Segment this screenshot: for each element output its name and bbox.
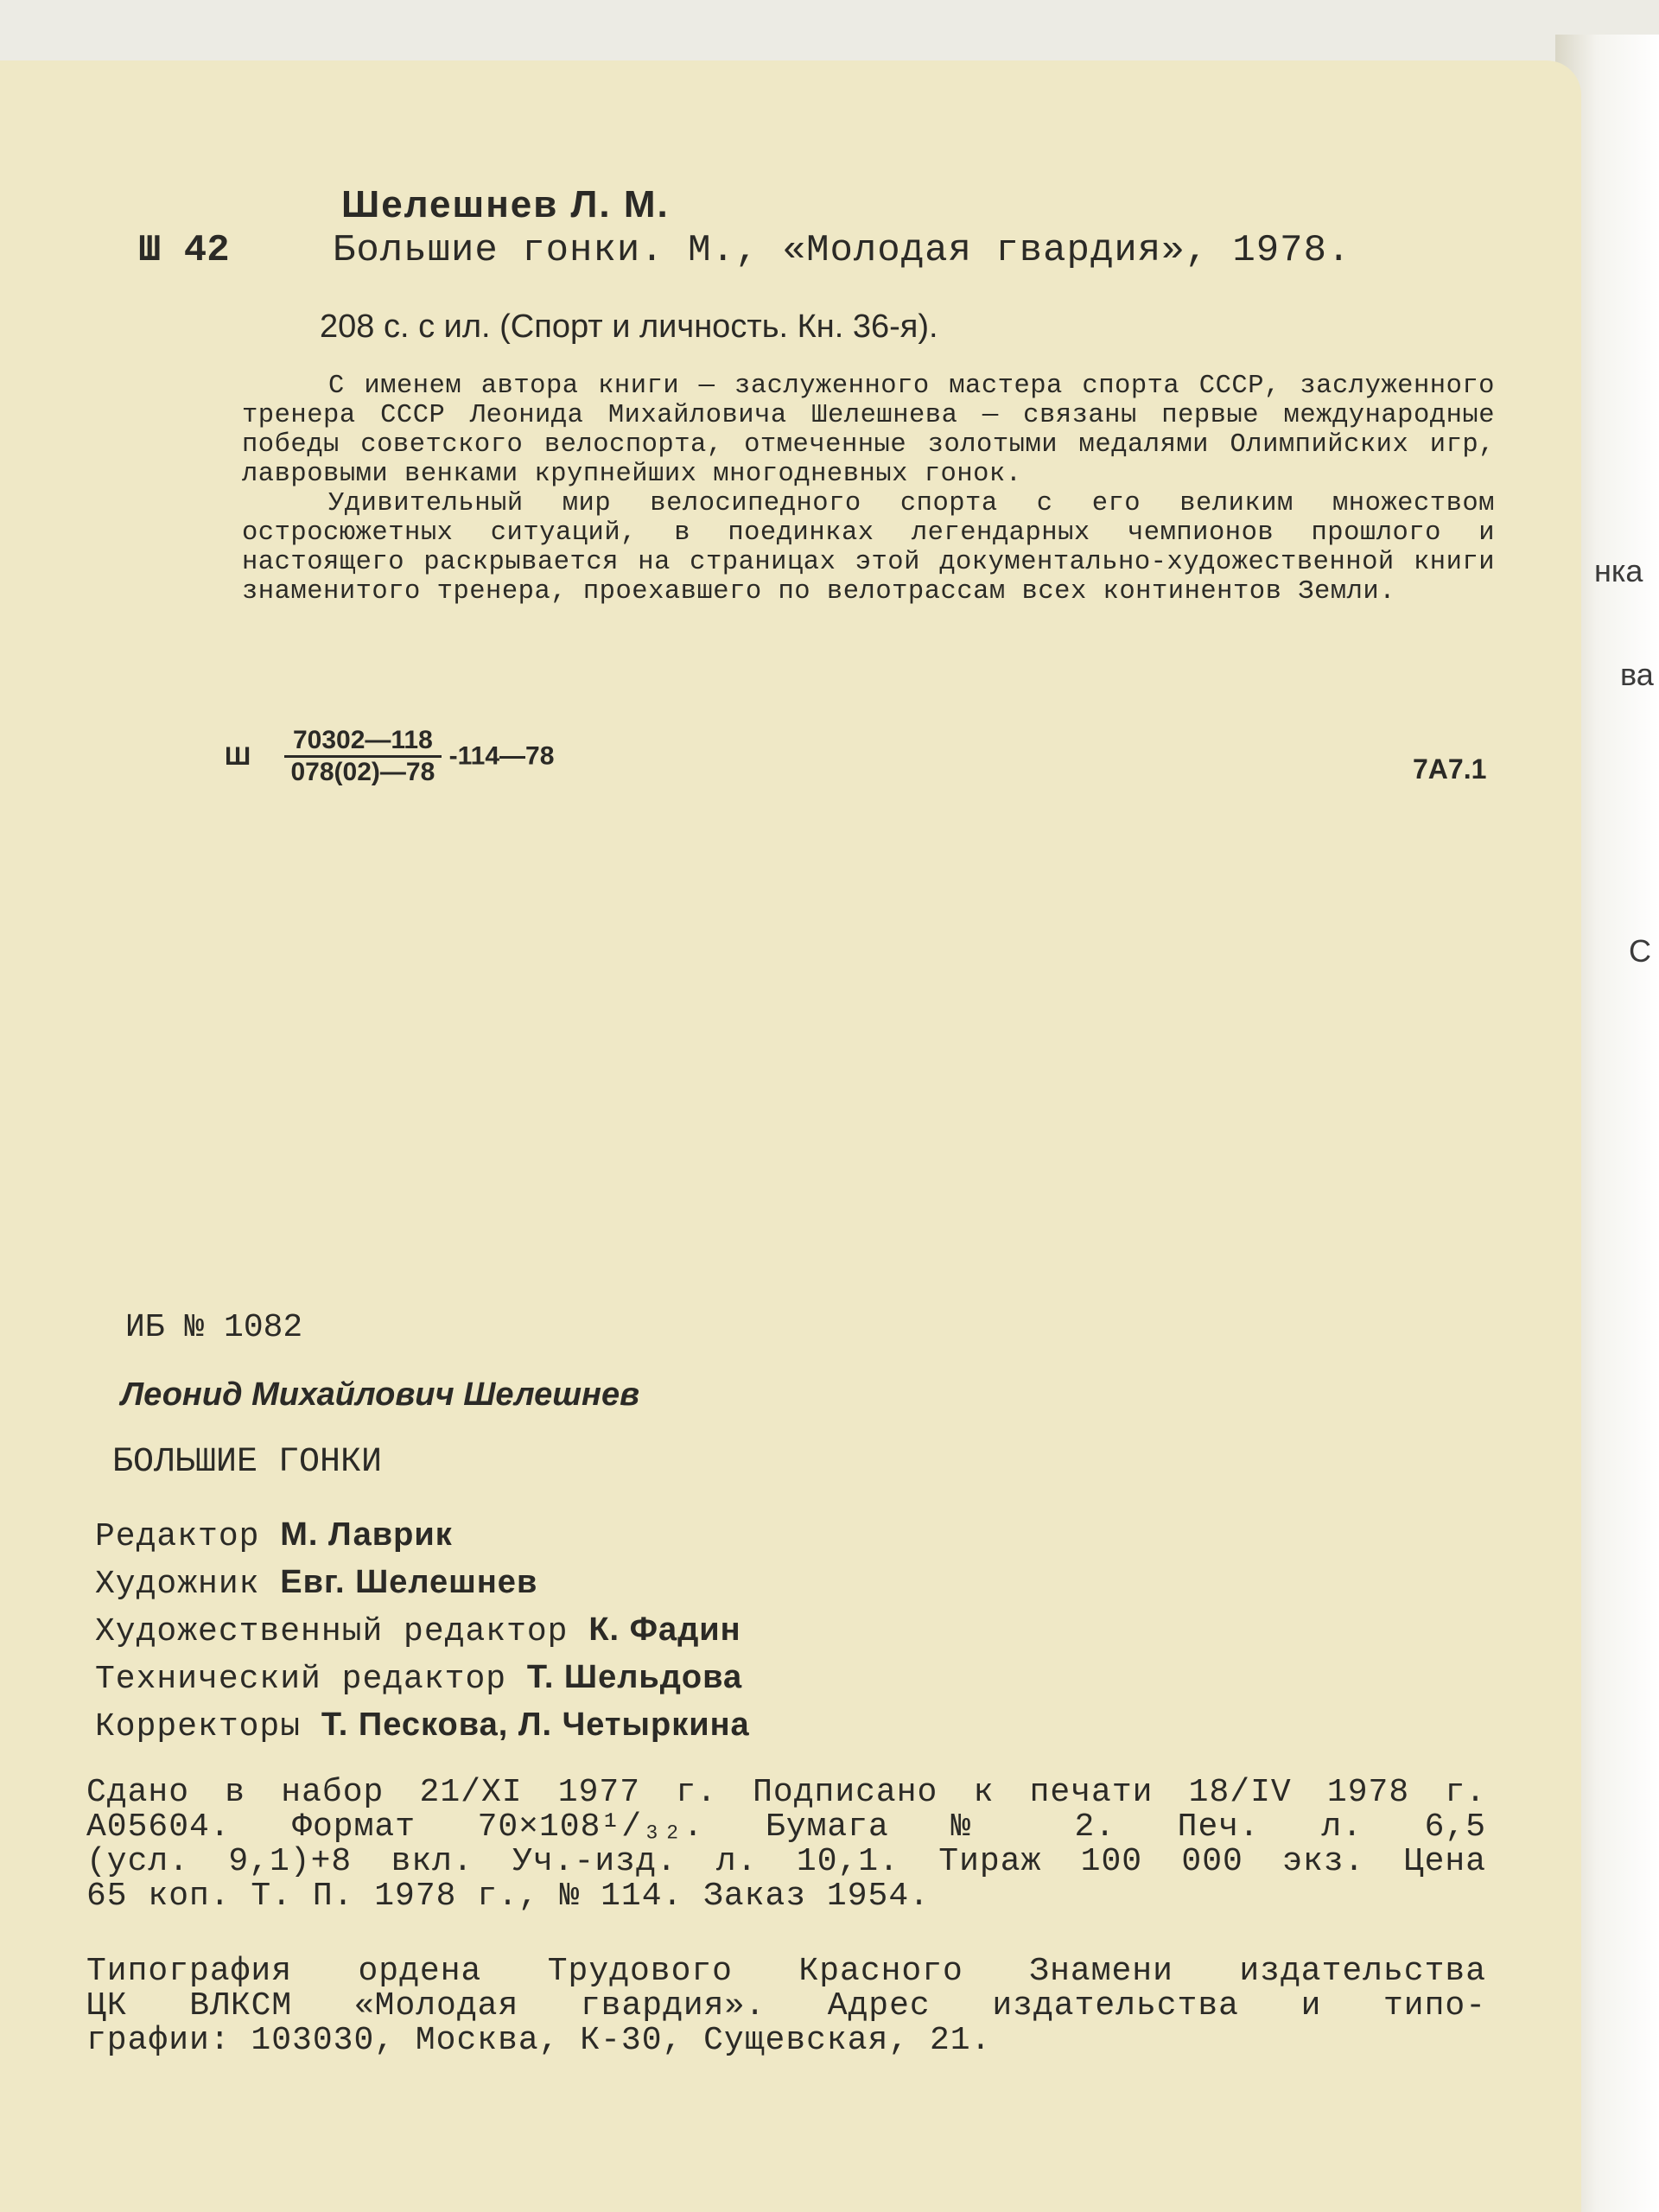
credit-line: Редактор М. Лаврик [95,1516,453,1555]
ib-number: ИБ № 1082 [125,1309,303,1346]
card-code: Ш 42 [138,229,230,272]
credit-line: Технический редактор Т. Шельдова [95,1659,743,1698]
print-line: 65 коп. Т. П. 1978 г., № 114. Заказ 1954. [86,1878,930,1915]
annotation-paragraph: С именем автора книги — заслуженного мастера спорта СССР, заслуженного тренера СССР Леонида Михайловича Шелешнева — связаны первые международные победы советского велоспорта, отмеченные золотыми медалями Олимпийских игр, лавровыми венками крупнейших многодневных гонок. [242,372,1495,489]
edge-text: нка [1594,553,1643,588]
card-author: Шелешнев Л. М. [341,183,670,226]
annotation-text [242,372,1495,607]
card-pages-line: 208 с. с ил. (Спорт и личность. Кн. 36-я). [320,308,938,345]
bbk-numerator: 70302—118 [292,726,433,754]
print-line: А05604. Формат 70×108¹/₃₂. Бумага № 2. Печ. л. 6,5 [86,1808,1486,1846]
credit-line: Художник Евг. Шелешнев [95,1564,538,1603]
edge-text: С [1629,933,1651,969]
classification-code: 7А7.1 [1413,753,1487,785]
annotation-paragraph: Удивительный мир велосипедного спорта с его великим множеством остросюжетных ситуаций, в поединках легендарных чемпионов прошлого и настоящего раскрывается на страницах этой документально-художественной книги знаменитого тренера, проехавшего по велотрассам всех континентов Земли. [242,489,1495,607]
print-details [86,1776,1486,1914]
credit-line: Художественный редактор К. Фадин [95,1611,741,1650]
card-title-line: Большие гонки. М., «Молодая гвардия», 1978. [333,229,1351,272]
bbk-suffix: -114—78 [448,741,555,771]
printer-line: ЦК ВЛКСМ «Молодая гвардия». Адрес издательства и типо- [86,1987,1486,2024]
book-title: БОЛЬШИЕ ГОНКИ [112,1443,383,1482]
staff-credits [95,1512,750,1750]
printer-details [86,1955,1486,2058]
bbk-letter: Ш [225,741,251,771]
author-full-name: Леонид Михайлович Шелешнев [121,1376,640,1413]
printer-line: графии: 103030, Москва, К-30, Сущевская, 21. [86,2022,992,2059]
credit-line: Корректоры Т. Пескова, Л. Четыркина [95,1707,750,1745]
bbk-index [225,726,554,787]
edge-text: ва [1620,657,1654,692]
printer-line: Типография ордена Трудового Красного Знамени издательства [86,1953,1486,1990]
bbk-denominator: 078(02)—78 [284,755,442,787]
print-line: (усл. 9,1)+8 вкл. Уч.-изд. л. 10,1. Тираж 100 000 экз. Цена [86,1843,1486,1880]
print-line: Сдано в набор 21/XI 1977 г. Подписано к печати 18/IV 1978 г. [86,1774,1486,1811]
bbk-fraction [284,726,442,787]
